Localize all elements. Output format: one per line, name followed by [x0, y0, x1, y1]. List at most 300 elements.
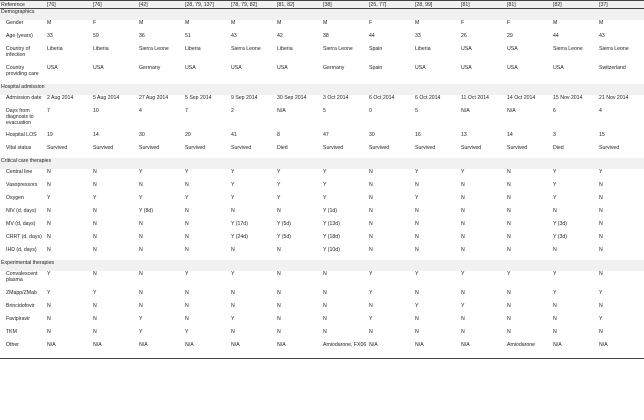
- table-cell: Y: [231, 270, 235, 277]
- table-cell: N: [599, 207, 603, 214]
- table-cell: Y: [139, 315, 143, 322]
- table-cell: 7: [47, 107, 50, 114]
- table-cell: N: [185, 315, 189, 322]
- table-cell: N/A: [92, 342, 138, 359]
- table-cell: Survived: [323, 144, 344, 151]
- table-cell: N: [231, 302, 235, 309]
- table-cell: N: [507, 181, 511, 188]
- row-label: Hospital LOS: [6, 131, 37, 138]
- table-cell: N: [415, 207, 419, 214]
- table-cell: N: [461, 289, 465, 296]
- table-cell: N: [461, 315, 465, 322]
- table-row: [0, 95, 644, 108]
- table-cell: N: [599, 302, 603, 309]
- table-cell: Y: [93, 289, 97, 296]
- table-cell: Y: [553, 270, 557, 277]
- table-cell: N: [93, 168, 97, 175]
- row-label: NIV (d, days): [6, 207, 37, 214]
- table-cell: Y: [415, 194, 419, 201]
- table-cell: USA: [47, 64, 58, 71]
- table-cell: N/A: [461, 107, 470, 114]
- row-label: Days from diagnosis to evacuation: [6, 107, 34, 126]
- table-cell: N/A: [552, 342, 598, 359]
- table-cell: 7: [185, 107, 188, 114]
- table-cell: USA: [185, 64, 196, 71]
- table-row: [0, 33, 644, 46]
- table-cell: Sierra Leone: [599, 45, 629, 52]
- table-cell: Sierra Leone: [139, 45, 169, 52]
- table-cell: 30 Sep 2014: [277, 94, 307, 101]
- table-cell: N: [47, 220, 51, 227]
- row-label: Vasopressors: [6, 181, 38, 188]
- table-cell: 41: [231, 131, 237, 138]
- table-cell: N/A: [368, 342, 414, 359]
- table-cell: N: [507, 289, 511, 296]
- header-cell: [81, 82]: [276, 1, 322, 9]
- table-cell: M: [231, 19, 236, 26]
- table-cell: Y: [415, 168, 419, 175]
- table-cell: 11 Oct 2014: [461, 94, 489, 101]
- table-cell: N: [461, 328, 465, 335]
- table-cell: 29: [507, 32, 513, 39]
- table-cell: Y: [139, 168, 143, 175]
- table-cell: Y: [461, 302, 465, 309]
- table-cell: 6 Oct 2014: [415, 94, 441, 101]
- table-cell: 20: [185, 131, 191, 138]
- table-cell: N: [461, 181, 465, 188]
- table-cell: 44: [369, 32, 375, 39]
- table-row: [0, 303, 644, 316]
- table-row: [0, 234, 644, 247]
- table-cell: N: [553, 302, 557, 309]
- header-cell: [76]: [46, 1, 92, 9]
- table-cell: Y: [323, 181, 327, 188]
- table-cell: N: [507, 220, 511, 227]
- table-cell: 42: [277, 32, 283, 39]
- table-cell: N: [369, 207, 373, 214]
- table-cell: Liberia: [185, 45, 201, 52]
- table-cell: F: [507, 19, 511, 26]
- section-header-row: [0, 158, 644, 169]
- table-cell: M: [47, 19, 52, 26]
- table-cell: Y (24d): [231, 233, 248, 240]
- table-cell: Switzerland: [599, 64, 626, 71]
- table-cell: 8: [277, 131, 280, 138]
- table-row: [0, 20, 644, 33]
- table-cell: N/A: [276, 342, 322, 359]
- table-cell: N: [139, 233, 143, 240]
- table-cell: Amiodarone, FX06: [322, 342, 368, 359]
- table-cell: N: [47, 207, 51, 214]
- row-label: MV (d, days): [6, 220, 36, 227]
- table-cell: N: [599, 181, 603, 188]
- table-cell: N: [461, 207, 465, 214]
- table-cell: N: [185, 289, 189, 296]
- table-cell: Y (3d): [553, 233, 568, 240]
- table-cell: 30: [369, 131, 375, 138]
- table-cell: N: [369, 194, 373, 201]
- header-row: [0, 1, 644, 9]
- table-cell: Germany: [139, 64, 161, 71]
- table-cell: N: [415, 181, 419, 188]
- table-cell: N: [93, 302, 97, 309]
- table-cell: N: [93, 181, 97, 188]
- table-cell: Y: [369, 315, 373, 322]
- table-cell: N: [599, 220, 603, 227]
- table-cell: Survived: [461, 144, 482, 151]
- table-cell: N/A: [46, 342, 92, 359]
- table-cell: N: [323, 270, 327, 277]
- table-cell: Died: [277, 144, 288, 151]
- section-title: Critical care therapies: [0, 158, 644, 169]
- table-cell: N: [507, 168, 511, 175]
- table-cell: Survived: [139, 144, 160, 151]
- table-cell: Y: [599, 168, 603, 175]
- row-label: IHD (d, days): [6, 246, 37, 253]
- table-cell: Y: [277, 194, 281, 201]
- table-cell: M: [599, 19, 604, 26]
- table-cell: N: [139, 246, 143, 253]
- table-cell: N/A: [230, 342, 276, 359]
- table-cell: Y: [139, 194, 143, 201]
- table-cell: Y: [185, 168, 189, 175]
- table-cell: N: [277, 302, 281, 309]
- table-row: [0, 290, 644, 303]
- table-cell: Sierra Leone: [553, 45, 583, 52]
- header-cell: [37]: [598, 1, 644, 9]
- table-cell: N: [231, 207, 235, 214]
- table-cell: Y: [139, 328, 143, 335]
- table-cell: N: [93, 246, 97, 253]
- table-cell: N: [415, 289, 419, 296]
- table-cell: N: [93, 270, 97, 277]
- table-cell: N: [277, 315, 281, 322]
- table-row: [0, 195, 644, 208]
- table-cell: Y (13d): [323, 220, 340, 227]
- table-cell: N: [231, 289, 235, 296]
- table-cell: N: [461, 220, 465, 227]
- section-header-row: [0, 9, 644, 20]
- table-cell: Y: [231, 194, 235, 201]
- table-cell: N: [369, 302, 373, 309]
- table-cell: N: [461, 233, 465, 240]
- table-cell: N: [139, 289, 143, 296]
- table-cell: N: [507, 233, 511, 240]
- table-cell: Y: [599, 289, 603, 296]
- table-cell: 13: [461, 131, 467, 138]
- table-row: [0, 329, 644, 342]
- table-cell: N: [599, 233, 603, 240]
- table-cell: N: [553, 328, 557, 335]
- table-cell: Liberia: [47, 45, 63, 52]
- table-cell: 10: [93, 107, 99, 114]
- table-cell: Y (5d): [277, 233, 292, 240]
- table-cell: Y: [553, 289, 557, 296]
- table-cell: 33: [47, 32, 53, 39]
- table-cell: N: [553, 315, 557, 322]
- table-cell: Died: [553, 144, 564, 151]
- table-cell: Germany: [323, 64, 345, 71]
- table-cell: Y: [415, 270, 419, 277]
- table-cell: Y: [277, 168, 281, 175]
- table-row: [0, 271, 644, 290]
- table-cell: Sierra Leone: [323, 45, 353, 52]
- table-cell: 15 Nov 2014: [553, 94, 583, 101]
- table-cell: N: [323, 302, 327, 309]
- table-cell: N: [323, 289, 327, 296]
- section-title: Demographics: [0, 9, 644, 20]
- table-cell: N: [47, 328, 51, 335]
- row-label: Gender: [6, 19, 24, 26]
- header-cell: [78, 79, 82]: [230, 1, 276, 9]
- section-title: Experimental therapies: [0, 260, 644, 271]
- table-cell: USA: [461, 64, 472, 71]
- table-cell: Liberia: [415, 45, 431, 52]
- table-cell: N: [277, 246, 281, 253]
- table-cell: N: [415, 220, 419, 227]
- table-cell: 0: [369, 107, 372, 114]
- table-cell: N: [93, 233, 97, 240]
- row-label: Age (years): [6, 32, 33, 39]
- table-cell: Y (8d): [139, 207, 154, 214]
- table-cell: USA: [93, 64, 104, 71]
- table-cell: N: [369, 220, 373, 227]
- header-cell: [81]: [460, 1, 506, 9]
- table-cell: 4: [139, 107, 142, 114]
- table-cell: 19: [47, 131, 53, 138]
- table-cell: 43: [231, 32, 237, 39]
- table-cell: N/A: [414, 342, 460, 359]
- table-cell: USA: [277, 64, 288, 71]
- row-label: ZMapp/ZMab: [6, 289, 37, 296]
- table-cell: Survived: [47, 144, 68, 151]
- table-cell: Y: [185, 328, 189, 335]
- row-label: Other: [0, 342, 46, 359]
- table-cell: USA: [507, 64, 518, 71]
- table-cell: M: [553, 19, 558, 26]
- table-row: [0, 247, 644, 260]
- table-cell: N: [553, 246, 557, 253]
- table-cell: Amiodarone: [506, 342, 552, 359]
- table-cell: 59: [93, 32, 99, 39]
- table-cell: Y: [231, 181, 235, 188]
- table-cell: N: [185, 246, 189, 253]
- table-cell: 14: [93, 131, 99, 138]
- table-cell: Survived: [185, 144, 206, 151]
- table-cell: 5 Aug 2014: [93, 94, 120, 101]
- table-cell: N/A: [138, 342, 184, 359]
- table-row: [0, 169, 644, 182]
- table-cell: Survived: [415, 144, 436, 151]
- table-cell: N: [507, 328, 511, 335]
- table-cell: Liberia: [277, 45, 293, 52]
- table-cell: Y: [47, 289, 51, 296]
- header-cell: [76]: [92, 1, 138, 9]
- table-cell: N: [185, 233, 189, 240]
- header-cell: Reference: [0, 1, 46, 9]
- table-cell: N: [139, 181, 143, 188]
- table-cell: Survived: [231, 144, 252, 151]
- table-cell: N: [47, 302, 51, 309]
- table-cell: N: [185, 207, 189, 214]
- table-cell: 5: [323, 107, 326, 114]
- table-cell: Y: [553, 194, 557, 201]
- table-cell: 16: [415, 131, 421, 138]
- table-cell: N: [369, 246, 373, 253]
- table-cell: Y: [369, 289, 373, 296]
- table-cell: N: [277, 289, 281, 296]
- table-row: [0, 145, 644, 158]
- table-cell: 21 Nov 2014: [599, 94, 629, 101]
- table-cell: 43: [599, 32, 605, 39]
- table-cell: 30: [139, 131, 145, 138]
- table-row: [0, 342, 644, 359]
- table-cell: Y: [369, 270, 373, 277]
- table-cell: N: [599, 194, 603, 201]
- header-cell: [28, 99]: [414, 1, 460, 9]
- row-label: Country providing care: [6, 64, 39, 77]
- table-cell: M: [185, 19, 190, 26]
- table-cell: N: [369, 233, 373, 240]
- header-cell: [38]: [322, 1, 368, 9]
- table-cell: N: [47, 315, 51, 322]
- table-cell: N: [185, 302, 189, 309]
- table-cell: Y: [553, 181, 557, 188]
- table-cell: N: [415, 315, 419, 322]
- table-cell: Y (3d): [553, 220, 568, 227]
- table-cell: Y: [599, 315, 603, 322]
- table-row: [0, 132, 644, 145]
- table-cell: Y: [185, 270, 189, 277]
- table-cell: 27 Aug 2014: [139, 94, 169, 101]
- table-cell: N: [231, 246, 235, 253]
- table-cell: 44: [553, 32, 559, 39]
- table-cell: USA: [461, 45, 472, 52]
- table-cell: N: [47, 181, 51, 188]
- table-cell: 51: [185, 32, 191, 39]
- table-cell: F: [461, 19, 465, 26]
- table-cell: N: [369, 328, 373, 335]
- table-cell: 47: [323, 131, 329, 138]
- table-row: [0, 108, 644, 132]
- table-cell: 14: [507, 131, 513, 138]
- row-label: Oxygen: [6, 194, 24, 201]
- table-row: [0, 316, 644, 329]
- row-label: Admission date: [6, 94, 42, 101]
- table-cell: N: [461, 246, 465, 253]
- table-cell: N: [93, 220, 97, 227]
- table-cell: N: [277, 207, 281, 214]
- table-cell: N: [47, 168, 51, 175]
- table-cell: N: [507, 315, 511, 322]
- table-cell: 5 Sep 2014: [185, 94, 212, 101]
- table-cell: Survived: [93, 144, 114, 151]
- row-label: CRRT (d, days): [6, 233, 42, 240]
- table-cell: N: [507, 302, 511, 309]
- table-cell: N: [139, 302, 143, 309]
- table-cell: M: [277, 19, 282, 26]
- table-cell: N: [139, 270, 143, 277]
- table-cell: F: [369, 19, 373, 26]
- table-cell: 3: [553, 131, 556, 138]
- table-cell: USA: [507, 45, 518, 52]
- table-cell: USA: [553, 64, 564, 71]
- table-cell: N/A: [507, 107, 516, 114]
- section-header-row: [0, 84, 644, 95]
- table-cell: N: [461, 194, 465, 201]
- table-cell: 2: [231, 107, 234, 114]
- header-cell: [25, 77]: [368, 1, 414, 9]
- table-cell: Y: [93, 194, 97, 201]
- table-cell: Y: [415, 302, 419, 309]
- table-body: [0, 9, 644, 359]
- table-cell: 2 Aug 2014: [47, 94, 74, 101]
- table-cell: Sierra Leone: [231, 45, 261, 52]
- table-cell: N: [599, 246, 603, 253]
- table-cell: N: [415, 246, 419, 253]
- table-cell: Y: [277, 181, 281, 188]
- table-cell: Y (5d): [277, 220, 292, 227]
- table-cell: 15: [599, 131, 605, 138]
- table-cell: Y (18d): [323, 233, 340, 240]
- table-cell: N: [93, 315, 97, 322]
- table-cell: N: [507, 246, 511, 253]
- table-cell: Y: [231, 168, 235, 175]
- table-cell: USA: [415, 64, 426, 71]
- table-cell: Y: [323, 194, 327, 201]
- table-cell: N: [93, 328, 97, 335]
- table-cell: N: [553, 207, 557, 214]
- table-cell: Spain: [369, 64, 383, 71]
- table-cell: N: [415, 328, 419, 335]
- table-cell: N: [507, 194, 511, 201]
- header-cell: [28, 79, 137]: [184, 1, 230, 9]
- section-title: Hospital admission: [0, 84, 644, 95]
- table-cell: Y: [47, 270, 51, 277]
- table-cell: N/A: [460, 342, 506, 359]
- table-cell: Y: [461, 168, 465, 175]
- table-cell: Liberia: [93, 45, 109, 52]
- table-cell: N: [185, 220, 189, 227]
- header-cell: [81]: [506, 1, 552, 9]
- table-cell: Survived: [507, 144, 528, 151]
- table-cell: USA: [231, 64, 242, 71]
- table-cell: Y (10d): [323, 246, 340, 253]
- table-cell: 33: [415, 32, 421, 39]
- section-header-row: [0, 260, 644, 271]
- table-cell: N: [507, 207, 511, 214]
- table-cell: 6: [553, 107, 556, 114]
- table-row: [0, 221, 644, 234]
- table-cell: N: [47, 246, 51, 253]
- table-cell: 3 Oct 2014: [323, 94, 349, 101]
- table-cell: M: [139, 19, 144, 26]
- table-row: [0, 208, 644, 221]
- row-label: Country of infection: [6, 45, 30, 58]
- table-cell: N: [185, 181, 189, 188]
- table-cell: N: [599, 328, 603, 335]
- header-cell: [42]: [138, 1, 184, 9]
- table-row: [0, 46, 644, 65]
- table-cell: N/A: [277, 107, 286, 114]
- table-cell: N/A: [598, 342, 644, 359]
- table-cell: Y: [507, 270, 511, 277]
- row-label: Vital status: [6, 144, 32, 151]
- table-cell: N/A: [184, 342, 230, 359]
- table-cell: M: [415, 19, 420, 26]
- table-row: [0, 182, 644, 195]
- table-cell: N: [139, 220, 143, 227]
